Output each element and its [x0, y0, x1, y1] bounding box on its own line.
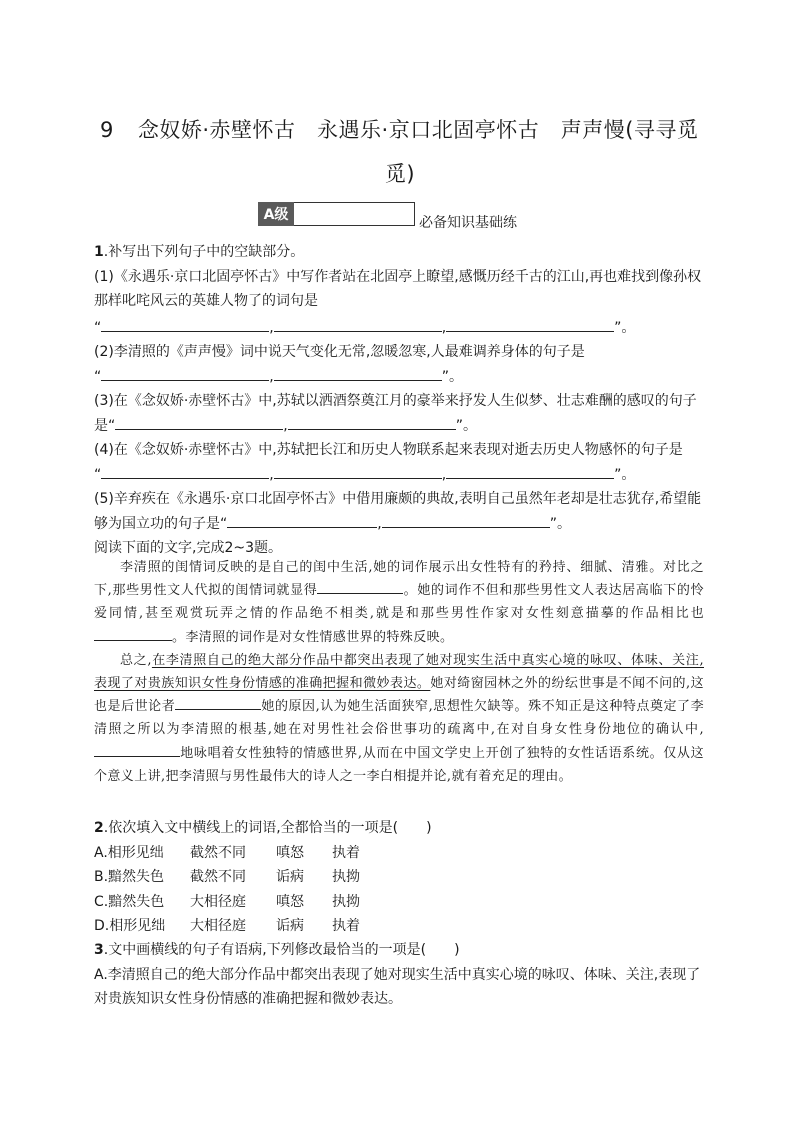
option-word: 诟病 — [276, 869, 304, 885]
question-1-stem — [94, 240, 704, 265]
answer-blank[interactable] — [274, 464, 442, 479]
question-2-stem — [94, 816, 704, 841]
option-word: D.相形见绌 — [94, 918, 166, 934]
question-number: 3 — [94, 942, 104, 958]
score-box — [294, 202, 415, 226]
level-label: 必备知识基础练 — [419, 215, 517, 231]
option-word: 执着 — [332, 918, 360, 934]
question-stem: .补写出下列句子中的空缺部分。 — [103, 244, 305, 260]
answer-blank[interactable] — [382, 513, 550, 528]
fill-blank[interactable] — [175, 695, 261, 710]
answer-blank[interactable] — [288, 415, 456, 430]
title-line-1: 念奴娇·赤壁怀古 永遇乐·京口北固亭怀古 声声慢(寻寻觅 — [137, 118, 699, 142]
sub-question-3 — [94, 389, 704, 438]
option-word: C.黯然失色 — [94, 893, 165, 910]
answer-blank[interactable] — [274, 366, 442, 381]
option-word: 截然不同 — [190, 844, 246, 861]
passage-text: 总之, — [120, 652, 152, 668]
level-banner — [258, 202, 517, 231]
option-word: 执拗 — [332, 869, 360, 885]
quote-open: “ — [94, 368, 102, 385]
option-word: B.黯然失色 — [94, 869, 165, 885]
passage-text: 地咏唱着女性独特的情感世界,从而在中国文学史上开创了独特的女性话语系统。仅从这个意义上讲,把李清照与男性最伟大的诗人之一李白相提并论,就有着充足的理由。 — [94, 745, 704, 784]
reading-intro: 阅读下面的文字,完成2~3题。 — [94, 540, 282, 556]
passage-text: 她的原因,认为她生活面狭窄,思想性欠缺等。殊不知正是这种特点奠定了李清照之所以为李清照的根基,她在对男性社会俗世事功的疏离中,在对自身女性身份地位的确认中, — [94, 699, 704, 738]
sub-question-2: (2)李清照的《声声慢》词中说天气变化无常,忽暖忽寒,人最难调养身体的句子是 — [94, 344, 585, 360]
question-stem: .文中画横线的句子有语病,下列修改最恰当的一项是( ) — [103, 942, 460, 958]
passage-text: 。她的词作不但和那些男性文人表达居高临下的怜爱同情,甚至观赏玩弄之情的作品绝不相类,就是和那些男性作家对女性刻意描摹的作品相比也 — [94, 583, 704, 622]
quote-close: ”。 — [455, 417, 477, 434]
passage-text: 。李清照的词作是对女性情感世界的特殊反映。 — [172, 629, 454, 645]
quote-open: “ — [94, 319, 102, 336]
comma: , — [269, 319, 274, 336]
option-word: 嗔怒 — [276, 893, 304, 910]
option-a[interactable]: A.李清照自己的绝大部分作品中都突出表现了她对现实生活中真实心境的咏叹、体味、关注,表现了对贵族知识女性身份情感的准确把握和微妙表达。 — [94, 966, 701, 1007]
question-number: 1 — [94, 244, 104, 260]
passage-text: 李清照的闺情词反映的是自己的闺中生活,她的词作展示出女性特有的矜持、细腻、清雅。对比之下,那些男性文人代拟的闺情词就显得 — [94, 560, 704, 599]
option-word: 大相径庭 — [190, 918, 246, 934]
option-c[interactable] — [94, 890, 704, 915]
answer-blank[interactable] — [115, 415, 283, 430]
quote-close: ”。 — [614, 319, 636, 336]
quote-close: ”。 — [614, 466, 636, 483]
passage-text: 她对绮窗园林之外的纷纭世事是不闻不问的,这也是后世论者 — [94, 676, 704, 715]
option-word: 执拗 — [332, 893, 360, 910]
quote-open: “ — [108, 417, 116, 434]
comma: , — [269, 368, 274, 385]
answer-blank[interactable] — [101, 366, 269, 381]
underlined-sentence: 在李清照自己的绝大部分作品中都突出表现了她对现实生活中真实心境的咏叹、体味、关注,表现了对贵族知识女性身份情感的准确把握和微妙表达。 — [94, 652, 704, 692]
passage-paragraph-2 — [94, 649, 704, 788]
quote-close: ”。 — [441, 368, 463, 385]
sub-question-5 — [94, 487, 704, 536]
option-word: 执着 — [332, 844, 360, 861]
question-number: 2 — [94, 820, 104, 836]
option-d[interactable] — [94, 914, 704, 939]
comma: , — [441, 319, 447, 336]
comma: , — [269, 466, 274, 483]
question-3-stem — [94, 938, 704, 963]
fill-blank[interactable] — [94, 742, 180, 757]
fill-blank[interactable] — [94, 626, 172, 641]
question-3 — [94, 938, 704, 1012]
answer-blank[interactable] — [446, 464, 614, 479]
question-1 — [94, 240, 704, 561]
quote-close: ”。 — [549, 515, 571, 532]
answer-line-1 — [94, 316, 704, 341]
title-line-2: 觅) — [384, 162, 416, 186]
quote-open: “ — [220, 515, 228, 532]
answer-blank[interactable] — [446, 317, 614, 332]
lesson-number: 9 — [100, 118, 114, 142]
comma: , — [283, 417, 288, 434]
question-2 — [94, 816, 704, 939]
quote-open: “ — [94, 466, 102, 483]
option-a[interactable] — [94, 841, 704, 866]
answer-line-2 — [94, 365, 704, 390]
answer-blank[interactable] — [227, 513, 377, 528]
answer-blank[interactable] — [101, 464, 269, 479]
passage-paragraph-1 — [94, 556, 704, 649]
sub-question-1: (1)《永遇乐·京口北固亭怀古》中写作者站在北固亭上瞭望,感慨历经千古的江山,再也难找到像孙权那样叱咤风云的英雄人物了的词句是 — [94, 268, 702, 309]
answer-blank[interactable] — [101, 317, 269, 332]
option-b[interactable] — [94, 865, 704, 890]
sub-question-4: (4)在《念奴娇·赤壁怀古》中,苏轼把长江和历史人物联系起来表现对逝去历史人物感怀的句子是 — [94, 442, 683, 458]
option-word: A.相形见绌 — [94, 844, 164, 861]
level-badge: A级 — [258, 202, 294, 226]
option-word: 大相径庭 — [190, 893, 246, 910]
comma: , — [377, 515, 382, 532]
answer-blank[interactable] — [274, 317, 442, 332]
option-word: 截然不同 — [190, 869, 246, 885]
sub-question-3-text: (3)在《念奴娇·赤壁怀古》中,苏轼以洒酒祭奠江月的豪举来抒发人生似梦、壮志难酬的感叹的句子是 — [94, 393, 697, 434]
page-title — [100, 108, 700, 196]
sub-question-5-text: (5)辛弃疾在《永遇乐·京口北固亭怀古》中借用廉颇的典故,表明自己虽然年老却是壮志犹存,希望能够为国立功的句子是 — [94, 491, 702, 532]
answer-line-4 — [94, 463, 704, 488]
reading-passage — [94, 556, 704, 788]
option-word: 诟病 — [276, 918, 304, 934]
question-stem: .依次填入文中横线上的词语,全都恰当的一项是( ) — [103, 820, 432, 836]
option-word: 嗔怒 — [276, 844, 304, 861]
comma: , — [441, 466, 447, 483]
fill-blank[interactable] — [317, 579, 403, 594]
